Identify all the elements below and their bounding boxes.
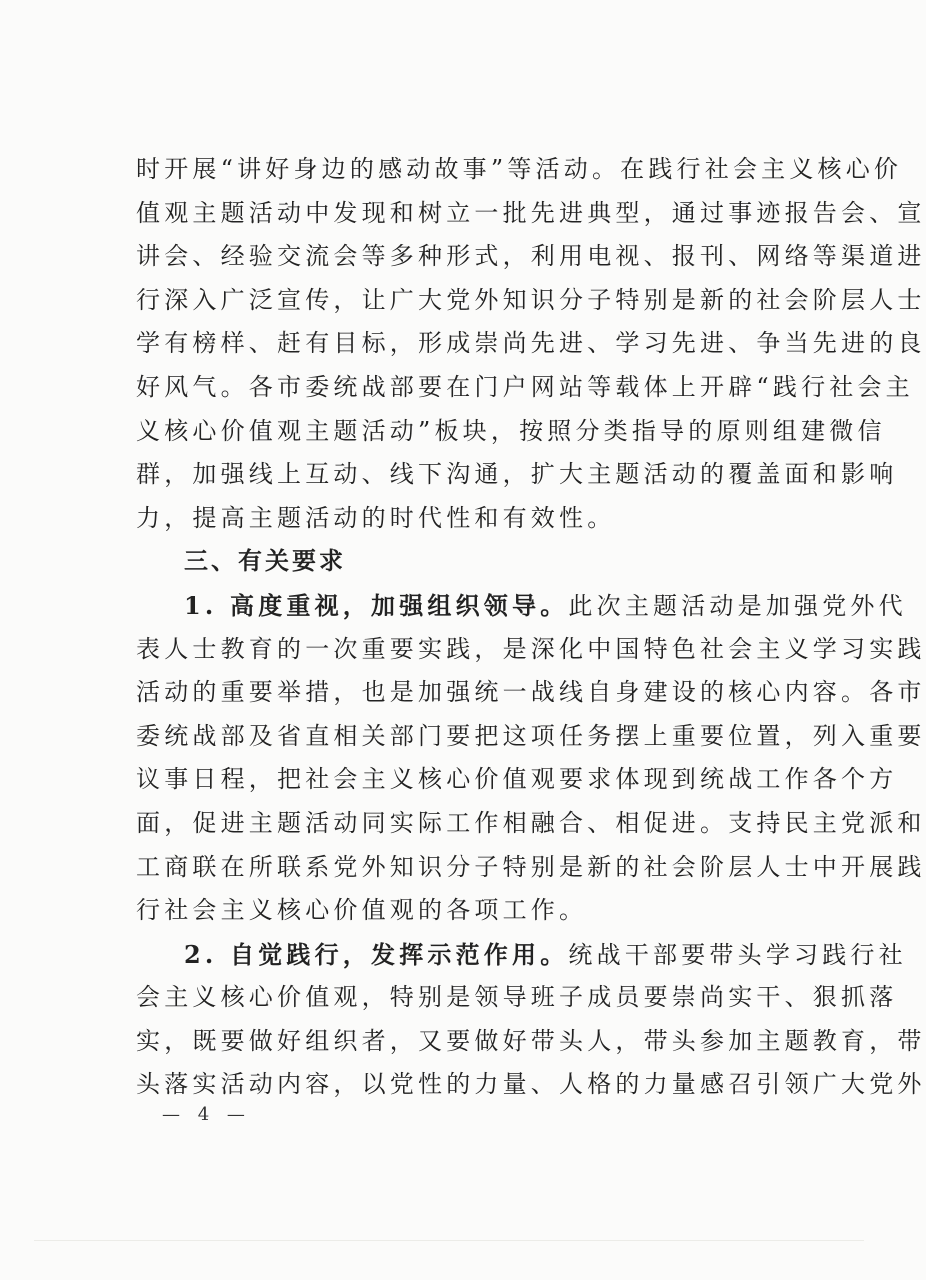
item-2-lead: 2. 自觉践行，发挥示范作用。	[184, 939, 569, 969]
paragraph-line: 群，加强线上互动、线下沟通，扩大主题活动的覆盖面和影响	[136, 460, 898, 489]
page-number: — 4 —	[162, 1104, 251, 1125]
paragraph-line: 工商联在所联系党外知识分子特别是新的社会阶层人士中开展践	[136, 852, 926, 881]
paragraph-line: 头落实活动内容，以党性的力量、人格的力量感召引领广大党外	[136, 1070, 926, 1099]
item-1-first-text: 此次主题活动是加强党外代	[568, 591, 907, 620]
paragraph-line: 会主义核心价值观，特别是领导班子成员要崇尚实干、狠抓落	[136, 983, 898, 1012]
item-2-first-text: 统战干部要带头学习践行社	[568, 940, 907, 969]
paragraph-line: 学有榜样、赶有目标，形成崇尚先进、学习先进、争当先进的良	[136, 329, 926, 358]
paragraph-line: 时开展“讲好身边的感动故事”等活动。在践行社会主义核心价	[136, 155, 903, 183]
paragraph-line: 委统战部及省直相关部门要把这项任务摆上重要位置，列入重要	[136, 721, 926, 750]
paragraph-line: 表人士教育的一次重要实践，是深化中国特色社会主义学习实践	[136, 634, 926, 663]
item-1-first-line	[136, 584, 907, 628]
item-2-first-line	[136, 933, 907, 977]
section-heading: 三、有关要求	[184, 547, 346, 576]
paragraph-line: 议事日程，把社会主义核心价值观要求体现到统战工作各个方	[136, 765, 898, 794]
paragraph-line: 讲会、经验交流会等多种形式，利用电视、报刊、网络等渠道进	[136, 242, 926, 271]
paragraph-line: 力，提高主题活动的时代性和有效性。	[136, 503, 616, 532]
page-bottom-rule	[34, 1240, 864, 1241]
paragraph-line: 好风气。各市委统战部要在门户网站等载体上开辟“践行社会主	[136, 372, 914, 401]
paragraph-line: 义核心价值观主题活动”板块，按照分类指导的原则组建微信	[136, 416, 886, 445]
paragraph-line: 实，既要做好组织者，又要做好带头人，带头参加主题教育，带	[136, 1026, 926, 1055]
paragraph-line: 面，促进主题活动同实际工作相融合、相促进。支持民主党派和	[136, 808, 926, 837]
paragraph-line: 行社会主义核心价值观的各项工作。	[136, 896, 588, 925]
paragraph-line: 行深入广泛宣传，让广大党外知识分子特别是新的社会阶层人士	[136, 285, 926, 314]
body-text	[136, 148, 926, 1107]
paragraph-line: 活动的重要举措，也是加强统一战线自身建设的核心内容。各市	[136, 678, 926, 707]
item-1-lead: 1. 高度重视，加强组织领导。	[184, 590, 569, 620]
paragraph-line: 值观主题活动中发现和树立一批先进典型，通过事迹报告会、宣	[136, 198, 926, 227]
